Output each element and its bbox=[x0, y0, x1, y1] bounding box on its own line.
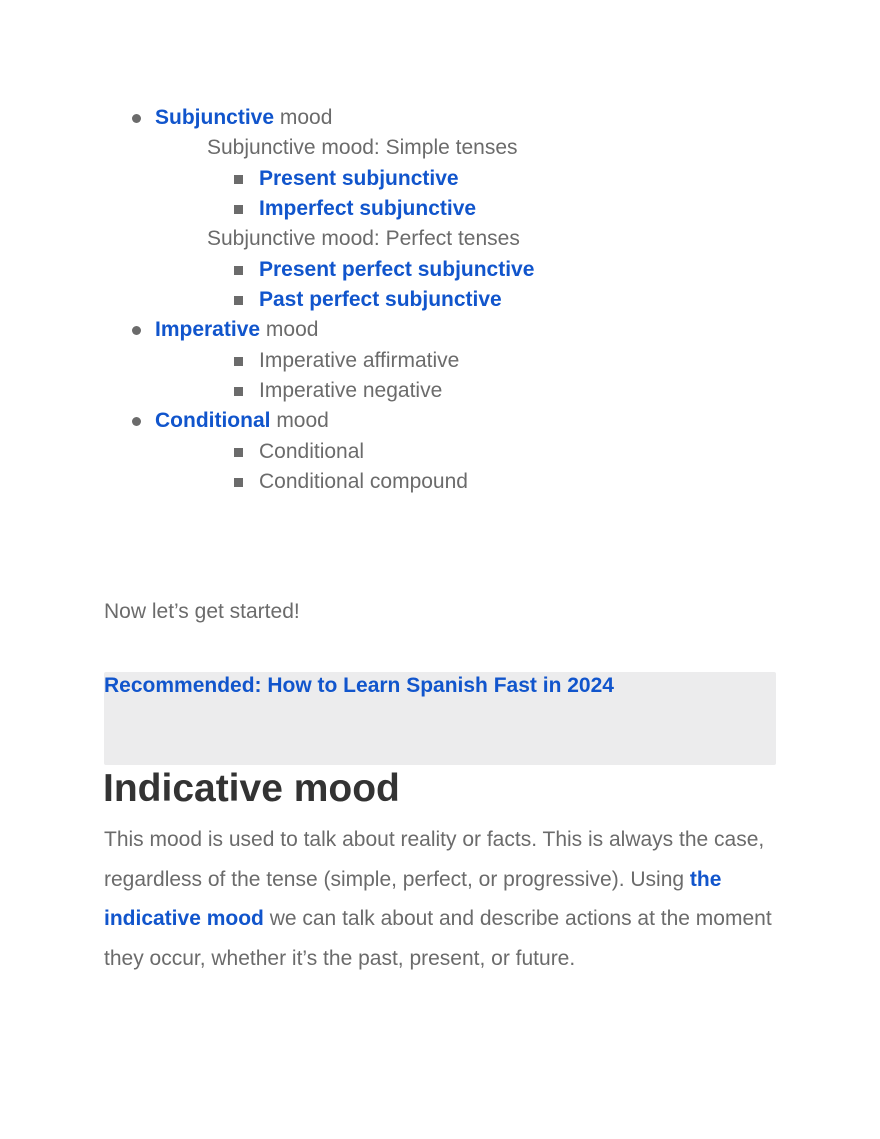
bullet-dot bbox=[132, 114, 141, 123]
imperative-negative-item: Imperative negative bbox=[259, 379, 443, 402]
paragraph-text: we can talk about and describe actions at the moment they occur, whether it’s the past, present, or future. bbox=[104, 907, 772, 971]
bullet-square bbox=[234, 357, 243, 366]
bullet-square bbox=[234, 478, 243, 487]
recommended-link[interactable]: Recommended: How to Learn Spanish Fast in 2024 bbox=[104, 674, 614, 697]
section-paragraph bbox=[104, 820, 784, 979]
bullet-dot bbox=[132, 417, 141, 426]
bullet-square bbox=[234, 175, 243, 184]
conditional-compound-item: Conditional compound bbox=[259, 470, 468, 493]
intro-text: Now let’s get started! bbox=[104, 600, 300, 623]
mood-suffix: mood bbox=[274, 106, 333, 129]
subheading-simple-tenses: Subjunctive mood: Simple tenses bbox=[207, 136, 518, 159]
present-perfect-subjunctive-link[interactable]: Present perfect subjunctive bbox=[259, 258, 535, 281]
bullet-square bbox=[234, 296, 243, 305]
conditional-link[interactable]: Conditional bbox=[155, 409, 271, 432]
bullet-square bbox=[234, 448, 243, 457]
conditional-item: Conditional bbox=[259, 440, 365, 463]
list-item-imperative bbox=[155, 315, 318, 345]
list-item-conditional bbox=[155, 406, 329, 436]
bullet-square bbox=[234, 266, 243, 275]
paragraph-text: This mood is used to talk about reality or facts. This is always the case, regardless of the tense (simple, perfect, or progressive). Using bbox=[104, 828, 765, 891]
imperative-affirmative-item: Imperative affirmative bbox=[259, 349, 460, 372]
imperative-link[interactable]: Imperative bbox=[155, 318, 261, 341]
mood-suffix: mood bbox=[270, 409, 329, 432]
present-subjunctive-link[interactable]: Present subjunctive bbox=[259, 167, 459, 190]
subheading-perfect-tenses: Subjunctive mood: Perfect tenses bbox=[207, 227, 520, 250]
subjunctive-link[interactable]: Subjunctive bbox=[155, 106, 275, 129]
mood-suffix: mood bbox=[260, 318, 319, 341]
section-heading: Indicative mood bbox=[103, 767, 400, 810]
bullet-square bbox=[234, 387, 243, 396]
indicative-mood-link[interactable]: the indicative mood bbox=[104, 867, 722, 931]
imperfect-subjunctive-link[interactable]: Imperfect subjunctive bbox=[259, 197, 477, 220]
bullet-square bbox=[234, 205, 243, 214]
past-perfect-subjunctive-link[interactable]: Past perfect subjunctive bbox=[259, 288, 502, 311]
bullet-dot bbox=[132, 326, 141, 335]
list-item-subjunctive bbox=[155, 103, 332, 133]
